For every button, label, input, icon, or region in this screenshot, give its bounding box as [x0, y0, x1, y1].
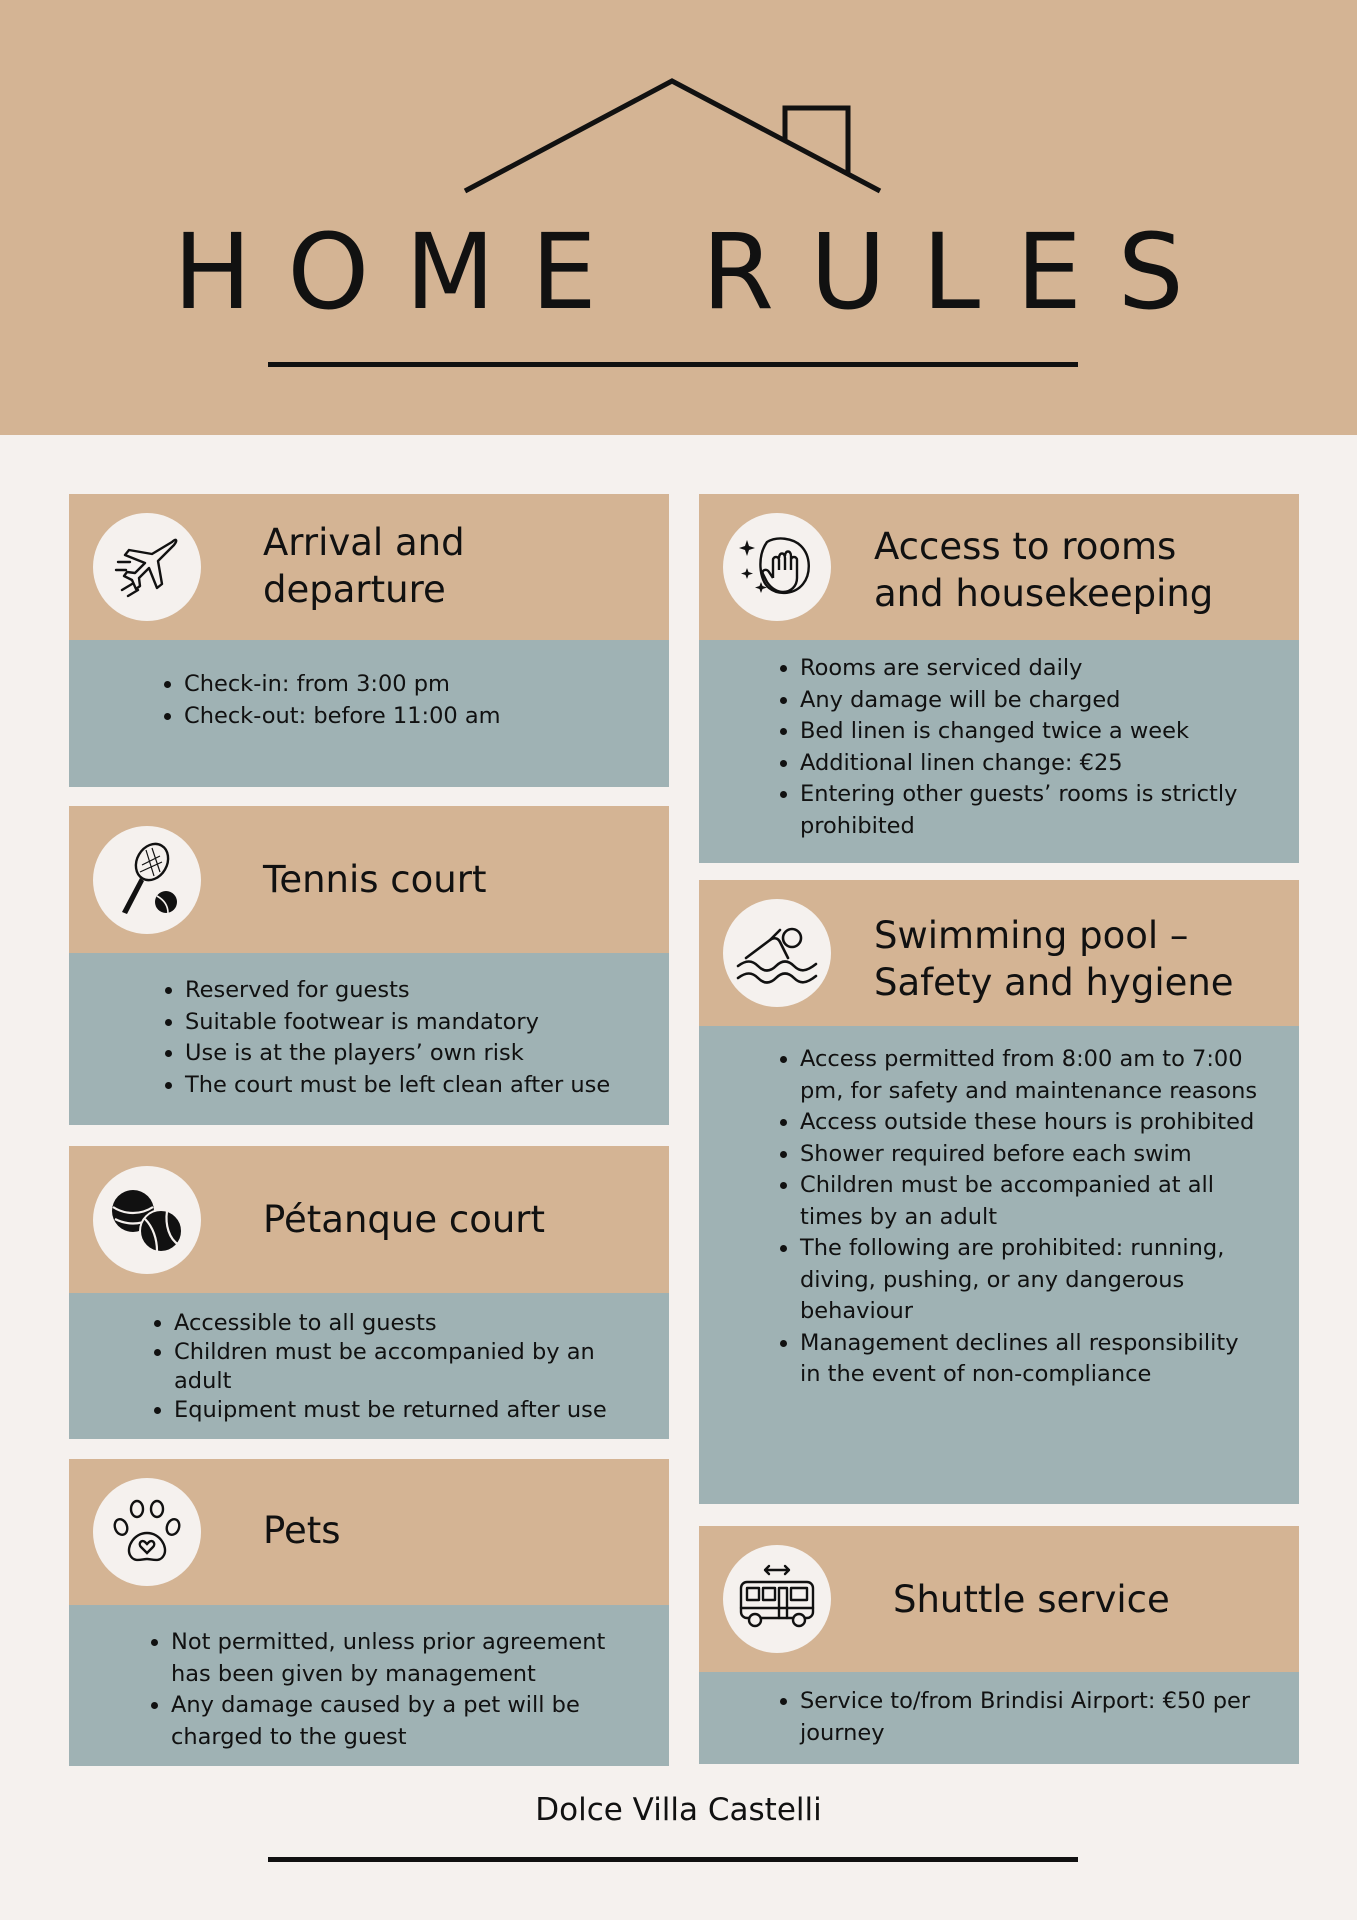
icon-badge	[93, 826, 201, 934]
tennis-racket-icon	[112, 840, 182, 920]
list-item: • Any damage caused by a pet will be charged to the guest	[171, 1690, 641, 1753]
list-item: • Rooms are serviced daily	[800, 653, 1270, 685]
shuttle-bus-icon	[737, 1564, 817, 1634]
cleaning-hand-icon	[737, 532, 817, 602]
list-item: • Children must be accompanied at all times by an adult	[800, 1170, 1260, 1233]
section-tennis	[69, 806, 669, 1125]
house-roof-icon	[455, 75, 885, 195]
footer-villa-name: Dolce Villa Castelli	[535, 1792, 822, 1828]
section-title: Access to rooms and housekeeping	[874, 525, 1214, 615]
section-pets	[69, 1459, 669, 1766]
section-title: Arrival and departure	[263, 521, 465, 611]
swimmer-icon	[734, 918, 820, 988]
section-arrival-header	[69, 494, 669, 640]
icon-badge	[723, 899, 831, 1007]
icon-badge	[93, 1166, 201, 1274]
section-petanque	[69, 1146, 669, 1439]
list-item: • Shower required before each swim	[800, 1139, 1260, 1171]
list-item: • Access outside these hours is prohibited	[800, 1107, 1260, 1139]
section-pool-header	[699, 880, 1299, 1026]
section-rooms-body	[699, 640, 1299, 863]
section-title: Swimming pool – Safety and hygiene	[874, 914, 1234, 1004]
section-shuttle-header	[699, 1526, 1299, 1672]
icon-badge	[93, 513, 201, 621]
footer-divider	[268, 1857, 1078, 1862]
list-item: • Access permitted from 8:00 am to 7:00 pm, for safety and maintenance reasons	[800, 1044, 1260, 1107]
section-title: Pets	[263, 1509, 341, 1552]
list-item: • Service to/from Brindisi Airport: €50 per journey	[800, 1686, 1260, 1749]
section-rooms-header	[699, 494, 1299, 640]
section-shuttle-body	[699, 1672, 1299, 1764]
header-divider	[268, 362, 1078, 367]
section-tennis-body	[69, 953, 669, 1125]
section-pets-body	[69, 1605, 669, 1766]
list-item: • Bed linen is changed twice a week	[800, 716, 1270, 748]
section-shuttle	[699, 1526, 1299, 1764]
airplane-icon	[112, 532, 182, 602]
section-title: Shuttle service	[893, 1578, 1170, 1621]
section-tennis-header	[69, 806, 669, 953]
list-item: • Accessible to all guests	[174, 1309, 614, 1338]
list-item: • Management declines all responsibility in the event of non-compliance	[800, 1328, 1260, 1391]
list-item: • Use is at the players’ own risk	[185, 1038, 669, 1070]
paw-heart-icon	[112, 1497, 182, 1567]
section-pool-body	[699, 1026, 1299, 1504]
list-item: • Any damage will be charged	[800, 685, 1270, 717]
list-item: • Equipment must be returned after use	[174, 1396, 614, 1425]
list-item: • Entering other guests’ rooms is strictly prohibited	[800, 779, 1270, 842]
section-arrival	[69, 494, 669, 787]
list-item: • Additional linen change: €25	[800, 748, 1270, 780]
list-item: • Not permitted, unless prior agreement has been given by management	[171, 1627, 641, 1690]
list-item: • Check-out: before 11:00 am	[184, 701, 669, 733]
petanque-balls-icon	[109, 1185, 185, 1255]
section-arrival-body	[69, 640, 669, 787]
header-banner	[0, 0, 1357, 435]
section-pets-header	[69, 1459, 669, 1605]
section-rooms	[699, 494, 1299, 863]
section-title: Tennis court	[263, 858, 487, 901]
list-item: • Check-in: from 3:00 pm	[184, 669, 669, 701]
icon-badge	[93, 1478, 201, 1586]
list-item: • The court must be left clean after use	[185, 1070, 669, 1102]
icon-badge	[723, 1545, 831, 1653]
section-pool	[699, 880, 1299, 1504]
section-title: Pétanque court	[263, 1198, 545, 1241]
page-title: HOME RULES	[173, 211, 1220, 333]
list-item: • Reserved for guests	[185, 975, 669, 1007]
list-item: • The following are prohibited: running, diving, pushing, or any dangerous behaviour	[800, 1233, 1260, 1328]
list-item: • Children must be accompanied by an adult	[174, 1338, 614, 1396]
list-item: • Suitable footwear is mandatory	[185, 1007, 669, 1039]
icon-badge	[723, 513, 831, 621]
section-petanque-body	[69, 1293, 669, 1439]
section-petanque-header	[69, 1146, 669, 1293]
